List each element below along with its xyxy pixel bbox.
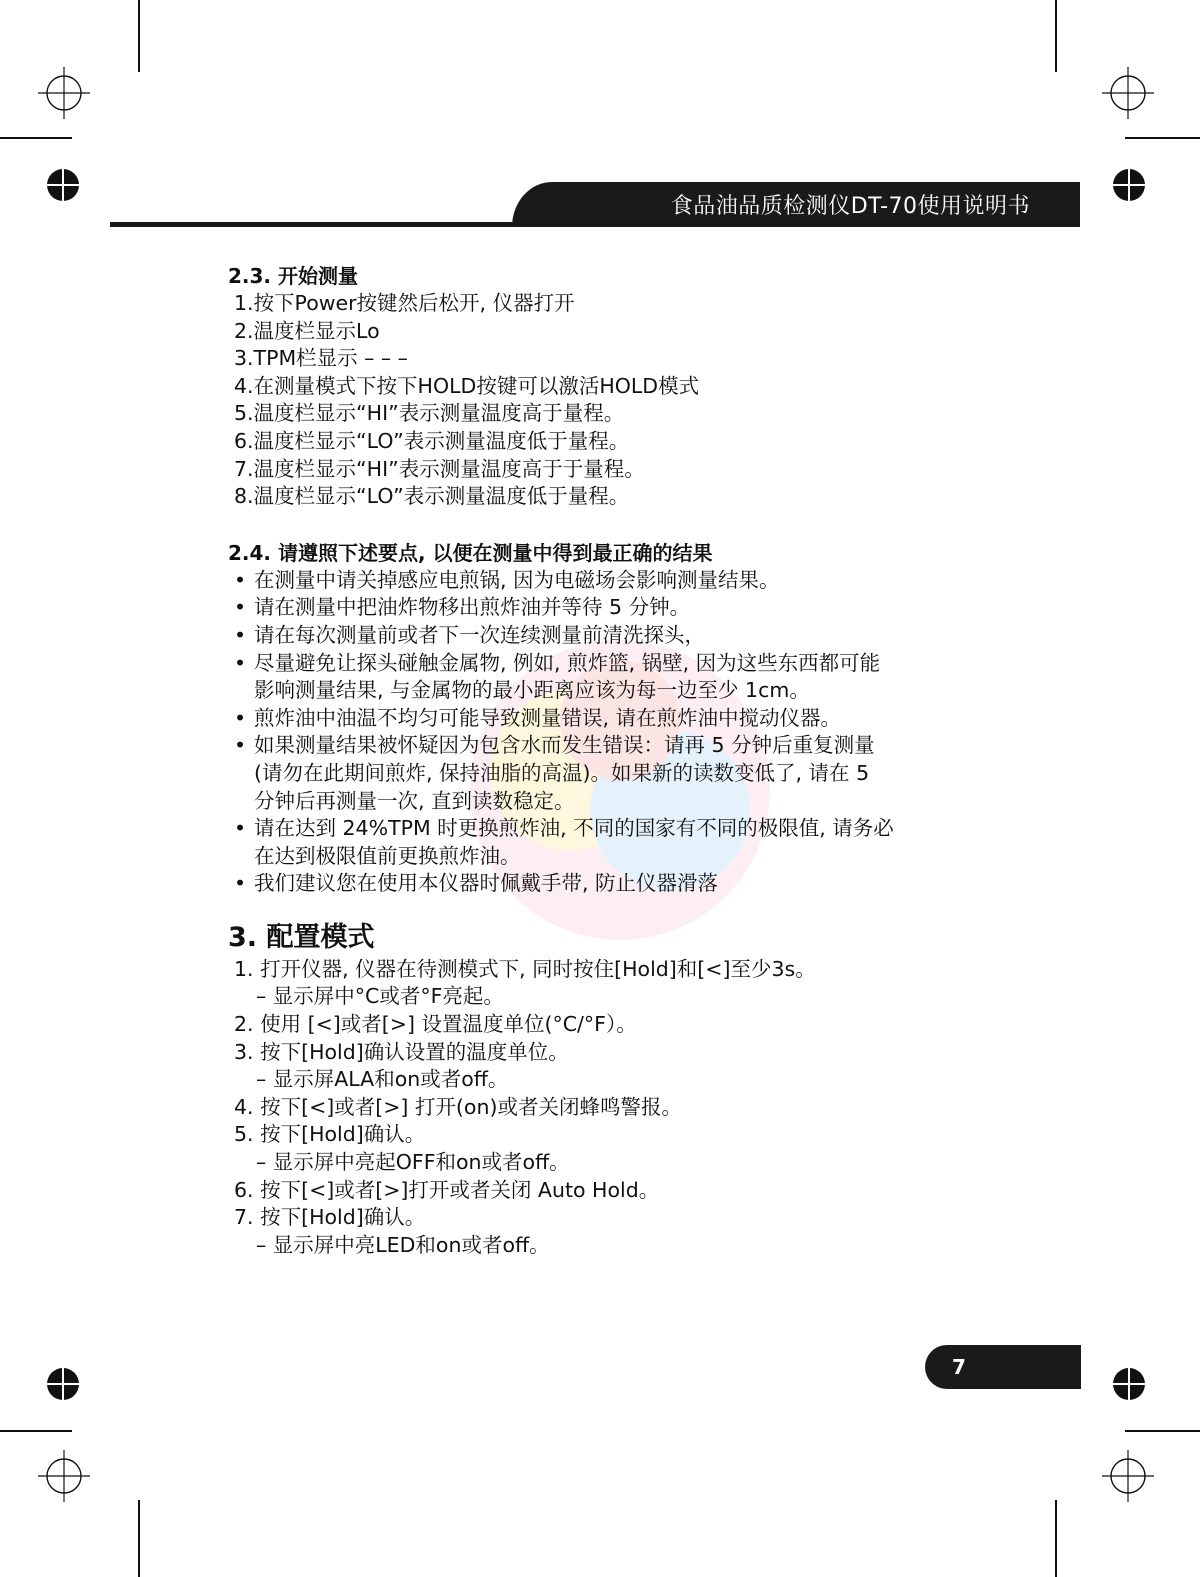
step-note: – 显示屏中亮起OFF和on或者off。 — [256, 1150, 570, 1175]
crop-mark — [1055, 0, 1057, 72]
bullet-continuation: 影响测量结果, 与金属物的最小距离应该为每一边至少 1cm。 — [254, 678, 810, 703]
bullet-continuation: 分钟后再测量一次, 直到读数稳定。 — [254, 788, 575, 813]
crop-mark — [0, 1430, 72, 1432]
crop-mark — [0, 137, 72, 139]
list-item: 4.在测量模式下按下HOLD按键可以激活HOLD模式 — [234, 373, 700, 398]
section-heading: 2.4. 请遵照下述要点, 以便在测量中得到最正确的结果 — [228, 540, 713, 565]
section-2-3 — [228, 262, 1018, 511]
manual-content — [228, 262, 1018, 1259]
step-item: 2. 使用 [<]或者[>] 设置温度单位(°C/°F）。 — [234, 1012, 637, 1037]
registration-mark-icon — [1102, 1450, 1154, 1502]
step-item: 7. 按下[Hold]确认。 — [234, 1205, 426, 1230]
bullet-icon: • — [234, 595, 247, 620]
list-item: 8.温度栏显示“LO”表示测量温度低于量程。 — [234, 484, 630, 509]
bullet-icon: • — [234, 871, 247, 896]
target-mark-icon — [1110, 166, 1148, 204]
crop-mark — [1055, 1500, 1057, 1577]
bullet-item: • 我们建议您在使用本仪器时佩戴手带, 防止仪器滑落 — [228, 870, 1018, 898]
registration-mark-icon — [38, 67, 90, 119]
list-item: 5.温度栏显示“HI”表示测量温度高于量程。 — [234, 401, 625, 426]
step-item: 6. 按下[<]或者[>]打开或者关闭 Auto Hold。 — [234, 1177, 660, 1202]
crop-mark — [138, 0, 140, 72]
step-note: – 显示屏中°C或者°F亮起。 — [256, 984, 504, 1009]
bullet-item: • 如果测量结果被怀疑因为包含水而发生错误：请再 5 分钟后重复测量 — [228, 732, 1018, 760]
bullet-icon: • — [234, 816, 247, 841]
bullet-icon: • — [234, 650, 247, 675]
step-note: – 显示屏中亮LED和on或者off。 — [256, 1232, 550, 1257]
document-title: 食品油品质检测仪DT-70使用说明书 — [670, 194, 1030, 219]
section-3 — [228, 920, 1018, 1260]
bullet-continuation: 在达到极限值前更换煎炸油。 — [254, 843, 521, 868]
bullet-icon: • — [234, 733, 247, 758]
section-heading: 2.3. 开始测量 — [228, 264, 358, 288]
bullet-icon: • — [234, 705, 247, 730]
list-item: 2.温度栏显示Lo — [234, 318, 380, 343]
bullet-item: • 尽量避免让探头碰触金属物, 例如, 煎炸篮, 锅壁, 因为这些东西都可能 — [228, 650, 1018, 678]
bullet-icon: • — [234, 622, 247, 647]
list-item: 3.TPM栏显示 – – – — [234, 346, 408, 371]
crop-mark — [1125, 1430, 1200, 1432]
list-item: 1.按下Power按键然后松开, 仪器打开 — [234, 291, 575, 315]
step-item: 1. 打开仪器, 仪器在待测模式下, 同时按住[Hold]和[<]至少3s。 — [234, 956, 816, 981]
bullet-item: • 煎炸油中油温不均匀可能导致测量错误, 请在煎炸油中搅动仪器。 — [228, 705, 1018, 733]
list-item: 6.温度栏显示“LO”表示测量温度低于量程。 — [234, 428, 630, 453]
step-item: 3. 按下[Hold]确认设置的温度单位。 — [234, 1039, 569, 1064]
crop-mark — [1125, 137, 1200, 139]
bullet-item: • 请在每次测量前或者下一次连续测量前清洗探头， — [228, 622, 1018, 650]
step-note: – 显示屏ALA和on或者off。 — [256, 1067, 509, 1092]
list-item: 7.温度栏显示“HI”表示测量温度高于于量程。 — [234, 456, 645, 481]
step-item: 5. 按下[Hold]确认。 — [234, 1122, 426, 1147]
bullet-icon: • — [234, 567, 247, 592]
bullet-item: • 请在达到 24%TPM 时更换煎炸油, 不同的国家有不同的极限值, 请务必 — [228, 815, 1018, 843]
crop-mark — [138, 1500, 140, 1577]
bullet-item: • 在测量中请关掉感应电煎锅, 因为电磁场会影响测量结果。 — [228, 567, 1018, 595]
registration-mark-icon — [38, 1450, 90, 1502]
page-number: 7 — [952, 1355, 966, 1379]
target-mark-icon — [44, 1365, 82, 1403]
step-item: 4. 按下[<]或者[>] 打开(on)或者关闭蜂鸣警报。 — [234, 1094, 682, 1119]
bullet-continuation: (请勿在此期间煎炸, 保持油脂的高温)。如果新的读数变低了, 请在 5 — [254, 760, 870, 785]
section-heading: 3. 配置模式 — [228, 921, 375, 953]
target-mark-icon — [44, 166, 82, 204]
bullet-item: • 请在测量中把油炸物移出煎炸油并等待 5 分钟。 — [228, 594, 1018, 622]
target-mark-icon — [1110, 1365, 1148, 1403]
registration-mark-icon — [1102, 67, 1154, 119]
section-2-4 — [228, 539, 1018, 898]
